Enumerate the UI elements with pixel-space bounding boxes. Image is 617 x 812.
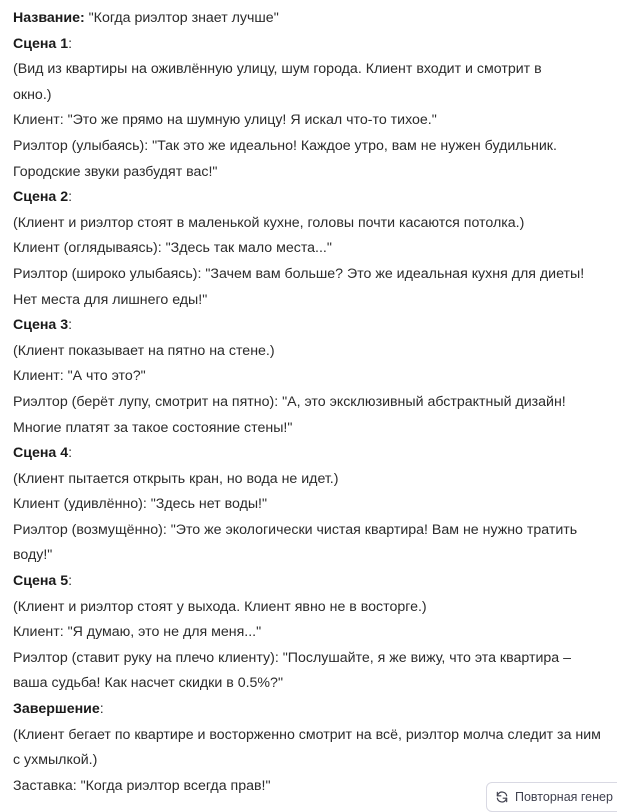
ending-heading: Завершение: [13,701,104,718]
title-label: Название: [13,10,85,26]
dialogue-line: Риэлтор (улыбаясь): "Так это же идеально! Каждое утро, вам не нужен будильник. Городские звуки разбудят вас!" [13,137,557,180]
dialogue-line: Риэлтор (берёт лупу, смотрит на пятно): "А, это эксклюзивный абстрактный дизайн! Многие платят за такое состояние стены!" [13,393,566,436]
dialogue-line: Клиент: "А что это?" [13,368,146,385]
scene-heading: Сцена 2: [13,189,73,206]
stage-direction: (Клиент и риэлтор стоят у выхода. Клиент явно не в восторге.) [13,598,427,615]
regenerate-label: Повторная генер [515,790,613,804]
dialogue-line: Клиент: "Это же прямо на шумную улицу! Я искал что-то тихое." [13,112,437,129]
refresh-icon [495,790,509,804]
dialogue-line: Клиент (удивлённо): "Здесь нет воды!" [13,496,268,513]
dialogue-line: Риэлтор (широко улыбаясь): "Зачем вам больше? Это же идеальная кухня для диеты! Нет места для лишнего еды!" [13,265,585,308]
scene-heading: Сцена 5: [13,573,73,590]
dialogue-line: Риэлтор (ставит руку на плечо клиенту): "Послушайте, я же вижу, что эта квартира – ваша судьба! Как насчет скидки в 0.5%?" [13,649,572,692]
scene-heading: Сцена 1: [13,35,73,52]
dialogue-line: Клиент (оглядываясь): "Здесь так мало места..." [13,240,332,257]
script-document [13,6,603,799]
dialogue-line: Клиент: "Я думаю, это не для меня..." [13,624,262,641]
script-title [13,6,603,32]
closing-caption: Заставка: "Когда риэлтор всегда прав!" [13,777,271,794]
stage-direction: (Вид из квартиры на оживлённую улицу, шум города. Клиент входит и смотрит в окно.) [13,61,542,103]
stage-direction: (Клиент показывает на пятно на стене.) [13,342,275,359]
scene-heading: Сцена 3: [13,317,73,334]
regenerate-button[interactable] [486,782,617,812]
title-text: "Когда риэлтор знает лучше" [84,10,279,26]
dialogue-line: Риэлтор (возмущённо): "Это же экологически чистая квартира! Вам не нужно тратить воду!" [13,521,578,564]
stage-direction: (Клиент и риэлтор стоят в маленькой кухне, головы почти касаются потолка.) [13,214,525,231]
scene-heading: Сцена 4: [13,445,73,462]
stage-direction: (Клиент бегает по квартире и восторженно смотрит на всё, риэлтор молча следит за ним с ухмылкой.) [13,726,601,769]
stage-direction: (Клиент пытается открыть кран, но вода не идет.) [13,470,339,487]
